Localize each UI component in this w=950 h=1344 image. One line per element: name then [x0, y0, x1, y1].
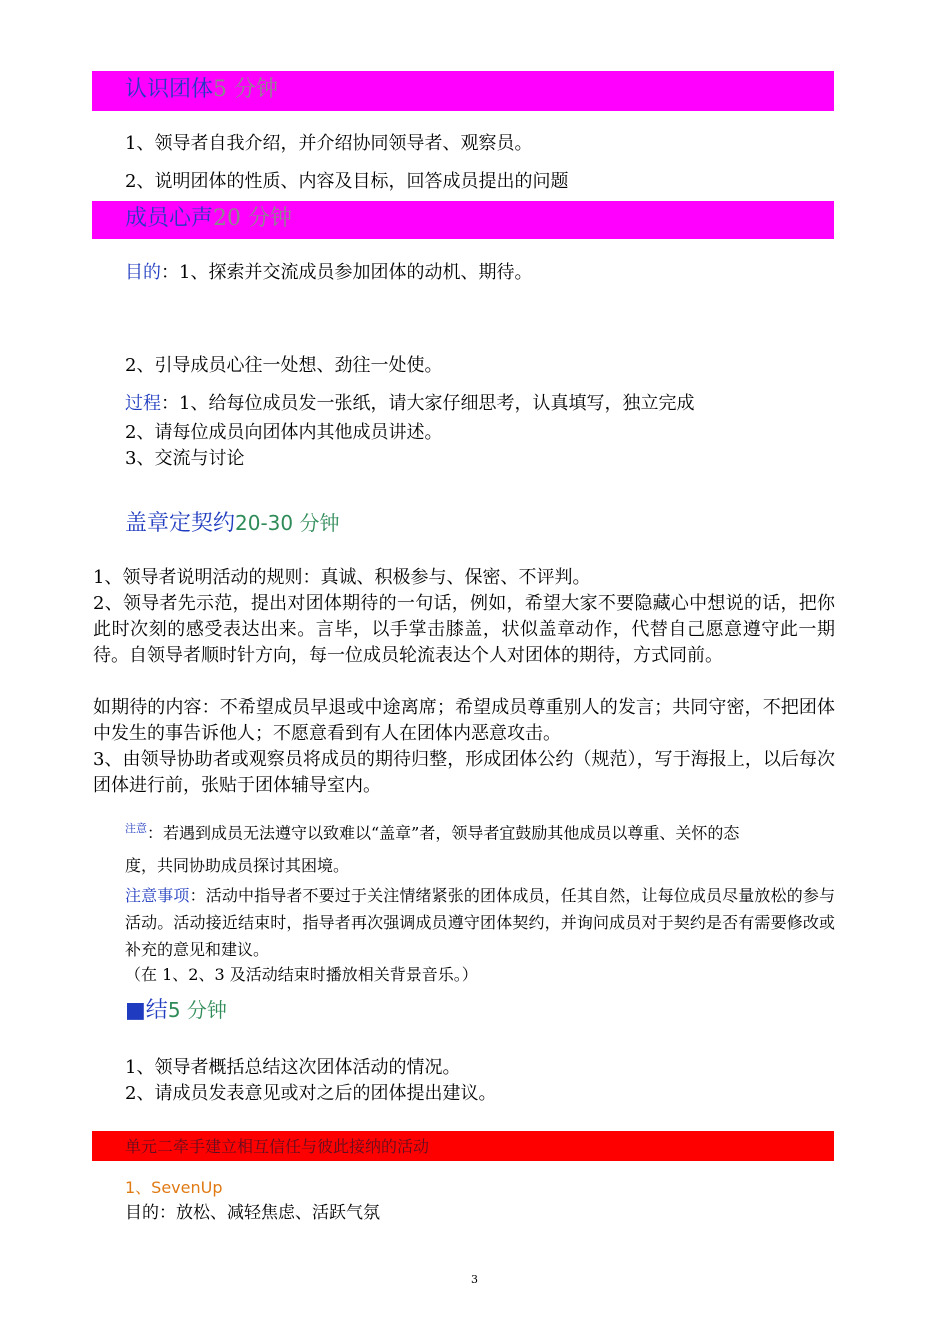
process-line: 2、请每位成员向团体内其他成员讲述。 [125, 422, 443, 443]
paragraph: 3、由领导协助者或观察员将成员的期待归整，形成团体公约（规范），写于海报上，以后每次团体进行前，张贴于团体辅导室内。 [93, 749, 835, 796]
caution-text: ：活动中指导者不要过于关注情绪紧张的团体成员，任其自然，让每位成员尽量放松的参与活动。活动接近结束时，指导者再次强调成员遵守团体契约，并询问成员对于契约是否有需要修改或补充的意见和建议。 [125, 886, 835, 959]
section-title-text: 盖章定契约 [125, 511, 236, 536]
note-line [125, 817, 739, 845]
note-label: 注意 [125, 822, 147, 835]
section-time: 5 分钟 [213, 77, 279, 102]
process-label: 过程 [125, 393, 161, 414]
activity-purpose: 目的：放松、减轻焦虑、活跃气氛 [125, 1203, 380, 1223]
note-line: 度，共同协助成员探讨其困境。 [125, 856, 350, 875]
paragraph: 2、领导者先示范，提出对团体期待的一句话，例如，希望大家不要隐藏心中想说的话，把你此时次刻的感受表达出来。言毕，以手掌击膝盖，状似盖章动作，代替自己愿意遵守此一期待。自领导者顺时针方向，每一位成员轮流表达个人对团体的期待，方式同前。 [93, 593, 835, 666]
section-title-text: 认识团体 [125, 77, 214, 102]
section-time: 20 分钟 [213, 206, 293, 231]
caution-paragraph [125, 882, 835, 963]
section-time: 20-30 分钟 [235, 511, 340, 535]
process-line: 3、交流与讨论 [125, 448, 245, 469]
paragraph: 如期待的内容：不希望成员早退或中途离席；希望成员尊重别人的发言；共同守密，不把团体中发生的事告诉他人；不愿意看到有人在团体内恶意攻击。 [93, 697, 835, 744]
music-note: （在 1、2、3 及活动结束时播放相关背景音乐。） [125, 965, 478, 984]
page-number: 3 [471, 1273, 478, 1286]
section-title [125, 75, 278, 105]
list-item: 1、领导者概括总结这次团体活动的情况。 [125, 1057, 461, 1078]
list-item: 1、领导者自我介绍，并介绍协同领导者、观察员。 [125, 133, 533, 154]
section-title-text: 结 [145, 998, 168, 1023]
purpose-line: 2、引导成员心往一处想、劲往一处使。 [125, 355, 443, 376]
purpose-line [125, 260, 532, 286]
unit-title: 单元二牵手建立相互信任与彼此接纳的活动 [125, 1137, 430, 1156]
process-line [125, 391, 694, 417]
activity-title: 1、SevenUp [125, 1178, 223, 1197]
section-title [125, 995, 227, 1026]
caution-label: 注意事项 [125, 886, 190, 905]
note-text: ：若遇到成员无法遵守以致难以“盖章”者，领导者宜鼓励其他成员以尊重、关怀的态 [147, 823, 740, 843]
section-title [125, 204, 292, 234]
square-marker-icon: ■ [125, 998, 146, 1023]
section-title-text: 成员心声 [125, 206, 214, 231]
purpose-label: 目的 [125, 262, 161, 283]
section-time: 5 分钟 [167, 998, 227, 1022]
paragraph: 1、领导者说明活动的规则：真诚、积极参与、保密、不评判。 [93, 567, 591, 588]
purpose-text: ：1、探索并交流成员参加团体的动机、期待。 [161, 262, 533, 283]
process-text: ：1、给每位成员发一张纸，请大家仔细思考，认真填写，独立完成 [161, 393, 695, 414]
list-item: 2、请成员发表意见或对之后的团体提出建议。 [125, 1083, 497, 1104]
section-title [125, 508, 340, 539]
list-item: 2、说明团体的性质、内容及目标，回答成员提出的问题 [125, 171, 569, 192]
